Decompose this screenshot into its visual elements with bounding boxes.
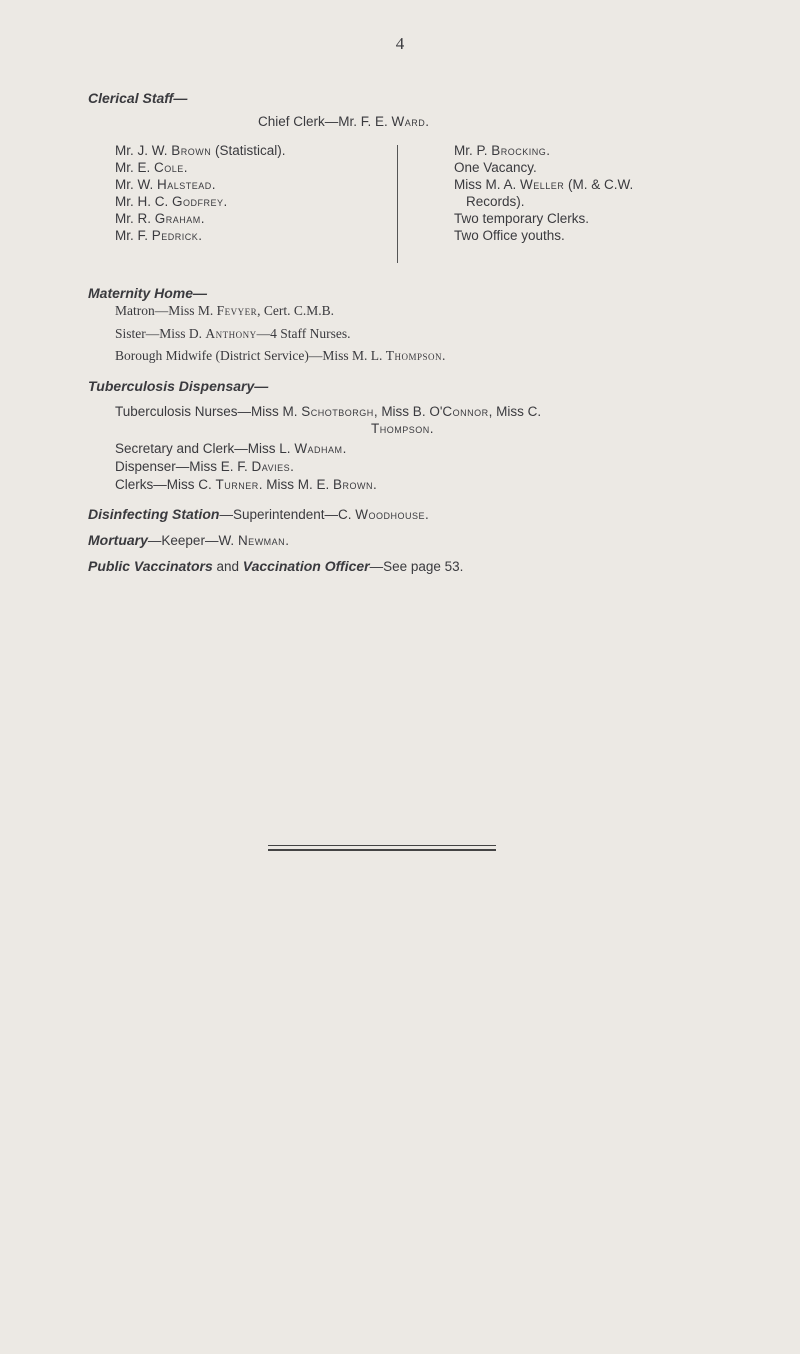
closing-rule-bottom [268, 849, 496, 851]
clerical-left-item: Mr. W. Halstead. [115, 177, 216, 192]
sister-line: Sister—Miss D. Anthony—4 Staff Nurses. [115, 326, 351, 341]
chief-clerk-line: Chief Clerk—Mr. F. E. Ward. [258, 114, 430, 129]
mortuary-line: Mortuary—Keeper—W. Newman. [88, 532, 289, 548]
clerical-staff-heading: Clerical Staff— [88, 90, 188, 106]
clerical-right-item: Records). [466, 194, 525, 209]
clerical-right-column [454, 142, 633, 244]
clerical-right-item: Mr. P. Brocking. [454, 143, 551, 158]
page-number: 4 [395, 34, 405, 53]
secretary-line: Secretary and Clerk—Miss L. Wadham. [115, 441, 347, 456]
clerical-right-item: Miss M. A. Weller (M. & C.W. [454, 177, 634, 192]
clerical-right-item: Two Office youths. [454, 228, 565, 243]
tuberculosis-dispensary-heading: Tuberculosis Dispensary— [88, 378, 269, 394]
vaccinators-line: Public Vaccinators and Vaccination Officer—See page 53. [88, 558, 464, 574]
dispenser-line: Dispenser—Miss E. F. Davies. [115, 459, 294, 474]
clerical-left-item: Mr. R. Graham. [115, 211, 205, 226]
clerical-left-item: Mr. H. C. Godfrey. [115, 194, 228, 209]
column-divider [397, 145, 398, 263]
midwife-line: Borough Midwife (District Service)—Miss M. L. Thompson. [115, 348, 446, 363]
tuberculosis-nurses-continued: Thompson. [371, 421, 434, 436]
clerical-left-item: Mr. E. Cole. [115, 160, 188, 175]
clerks-line: Clerks—Miss C. Turner. Miss M. E. Brown. [115, 477, 377, 492]
clerical-right-item: One Vacancy. [454, 160, 537, 175]
clerical-left-item: Mr. J. W. Brown (Statistical). [115, 143, 286, 158]
tuberculosis-nurses-line: Tuberculosis Nurses—Miss M. Schotborgh, Miss B. O'Connor, Miss C. [115, 404, 542, 419]
clerical-left-item: Mr. F. Pedrick. [115, 228, 203, 243]
maternity-home-heading: Maternity Home— [88, 285, 208, 301]
clerical-left-column [115, 142, 286, 244]
clerical-right-item: Two temporary Clerks. [454, 211, 590, 226]
matron-line: Matron—Miss M. Fevyer, Cert. C.M.B. [115, 303, 335, 318]
disinfecting-station-line: Disinfecting Station—Superintendent—C. Woodhouse. [88, 506, 429, 522]
closing-rule-top [268, 845, 496, 846]
